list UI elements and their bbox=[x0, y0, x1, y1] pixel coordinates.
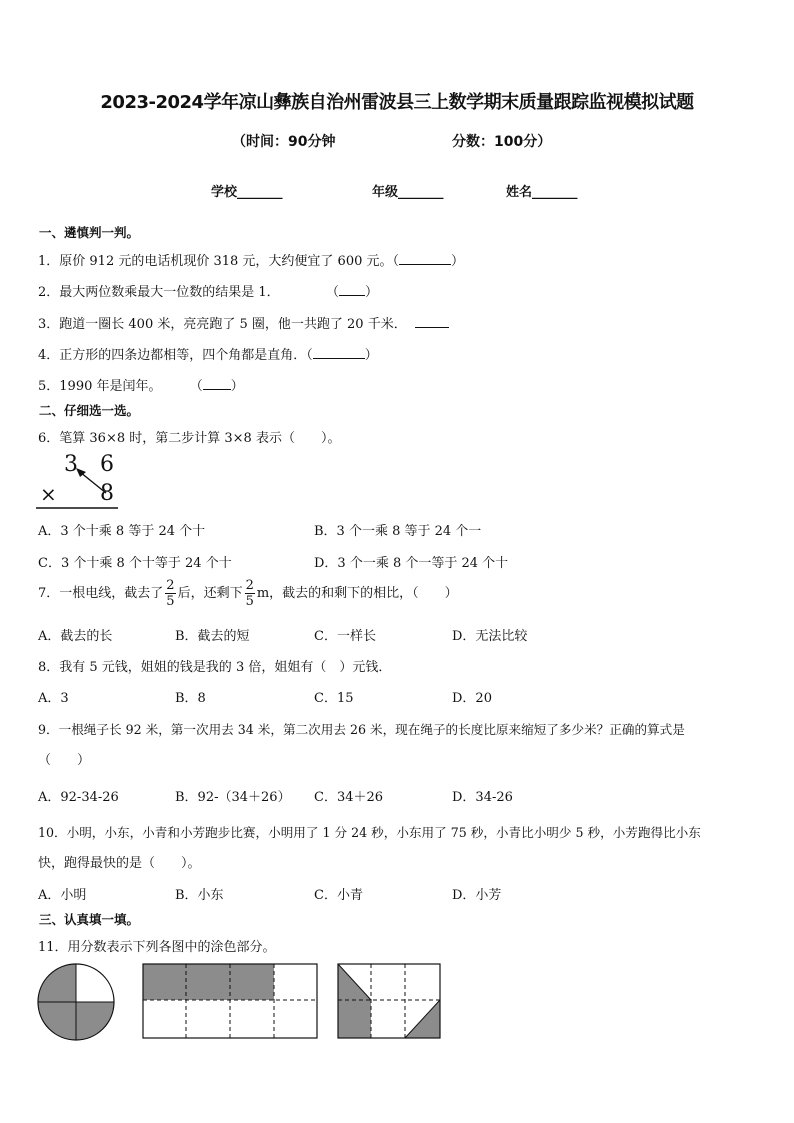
section-2-heading: 二、仔细选一选。 bbox=[39, 403, 140, 418]
q8-option-d[interactable]: D．20 bbox=[452, 691, 492, 706]
fraction: $\frac{2}{5}$ bbox=[166, 578, 175, 609]
q8-option-b[interactable]: B．8 bbox=[175, 691, 206, 706]
question-11: 11．用分数表示下列各图中的涂色部分。 bbox=[38, 940, 276, 955]
question-9-line-1: 9．一根绳子长 92 米，第一次用去 34 米，第二次用去 26 米，现在绳子的长度比原来缩短了多少米？正确的算式是 bbox=[38, 722, 685, 737]
question-4: 4．正方形的四条边都相等，四个角都是直角．（ ） bbox=[38, 348, 378, 363]
square-grid-figure bbox=[336, 962, 442, 1040]
fraction: $\frac{2}{5}$ bbox=[245, 578, 254, 609]
section-1-heading: 一、遴慎判一判。 bbox=[39, 225, 140, 240]
q7-option-b[interactable]: B．截去的短 bbox=[175, 629, 250, 644]
circle-figure bbox=[36, 962, 118, 1044]
q6-option-b[interactable]: B．3 个一乘 8 等于 24 个一 bbox=[314, 524, 482, 539]
q8-option-a[interactable]: A．3 bbox=[38, 691, 69, 706]
q10-option-b[interactable]: B．小东 bbox=[175, 888, 224, 903]
exam-time: （时间：90分钟 bbox=[232, 134, 336, 150]
multiplication-figure: 3 6 × 8 bbox=[34, 452, 124, 512]
q6-option-a[interactable]: A．3 个十乘 8 等于 24 个十 bbox=[38, 524, 206, 539]
question-8: 8．我有 5 元钱，姐姐的钱是我的 3 倍，姐姐有（ ）元钱． bbox=[38, 660, 392, 675]
q9-option-a[interactable]: A．92-34-26 bbox=[38, 790, 119, 805]
answer-blank[interactable] bbox=[415, 317, 449, 328]
page-title: 2023-2024学年凉山彝族自治州雷波县三上数学期末质量跟踪监视模拟试题 bbox=[100, 92, 694, 113]
q6-option-d[interactable]: D．3 个一乘 8 个一等于 24 个十 bbox=[314, 556, 509, 571]
question-6: 6．笔算 36×8 时，第二步计算 3×8 表示（ ）。 bbox=[38, 431, 341, 446]
q10-option-d[interactable]: D．小芳 bbox=[452, 888, 502, 903]
question-10-line-2: 快，跑得最快的是（ ）。 bbox=[38, 856, 201, 871]
q9-option-b[interactable]: B．92-（34＋26） bbox=[175, 790, 291, 805]
school-field: 学校_______ bbox=[211, 185, 283, 200]
q10-option-a[interactable]: A．小明 bbox=[38, 888, 87, 903]
q9-option-c[interactable]: C．34＋26 bbox=[314, 790, 384, 805]
question-7: 7．一根电线，截去了 $\frac{2}{5}$ 后，还剩下 $\frac{2}{5}$ m，截去的和剩下的相比，（ ） bbox=[38, 578, 458, 609]
q9-option-d[interactable]: D．34-26 bbox=[452, 790, 513, 805]
question-1: 1．原价 912 元的电话机现价 318 元，大约便宜了 600 元。（ ） bbox=[38, 254, 465, 269]
q7-option-d[interactable]: D．无法比较 bbox=[452, 629, 528, 644]
question-2: 2．最大两位数乘最大一位数的结果是 1． （ ） bbox=[38, 285, 378, 300]
answer-blank[interactable] bbox=[203, 379, 231, 390]
answer-blank[interactable] bbox=[339, 285, 365, 296]
q10-option-c[interactable]: C．小青 bbox=[314, 888, 363, 903]
arrow-icon bbox=[34, 452, 124, 512]
name-field: 姓名_______ bbox=[506, 185, 578, 200]
q8-option-c[interactable]: C．15 bbox=[314, 691, 354, 706]
question-5: 5．1990 年是闰年。 （ ） bbox=[38, 379, 244, 394]
q7-option-a[interactable]: A．截去的长 bbox=[38, 629, 113, 644]
section-3-heading: 三、认真填一填。 bbox=[39, 912, 140, 927]
q7-option-c[interactable]: C．一样长 bbox=[314, 629, 376, 644]
rectangle-grid-figure bbox=[141, 962, 319, 1040]
question-10-line-1: 10．小明，小东，小青和小芳跑步比赛，小明用了 1 分 24 秒，小东用了 75 秒，小青比小明少 5 秒，小芳跑得比小东 bbox=[38, 825, 701, 840]
answer-blank[interactable] bbox=[399, 254, 451, 265]
grade-field: 年级_______ bbox=[372, 185, 444, 200]
exam-score: 分数：100分） bbox=[452, 134, 552, 150]
question-9-line-2: （ ） bbox=[38, 753, 91, 768]
q6-option-c[interactable]: C．3 个十乘 8 个十等于 24 个十 bbox=[38, 556, 232, 571]
question-3: 3．跑道一圈长 400 米，亮亮跑了 5 圈，他一共跑了 20 千米． bbox=[38, 313, 449, 332]
answer-blank[interactable] bbox=[313, 348, 365, 359]
